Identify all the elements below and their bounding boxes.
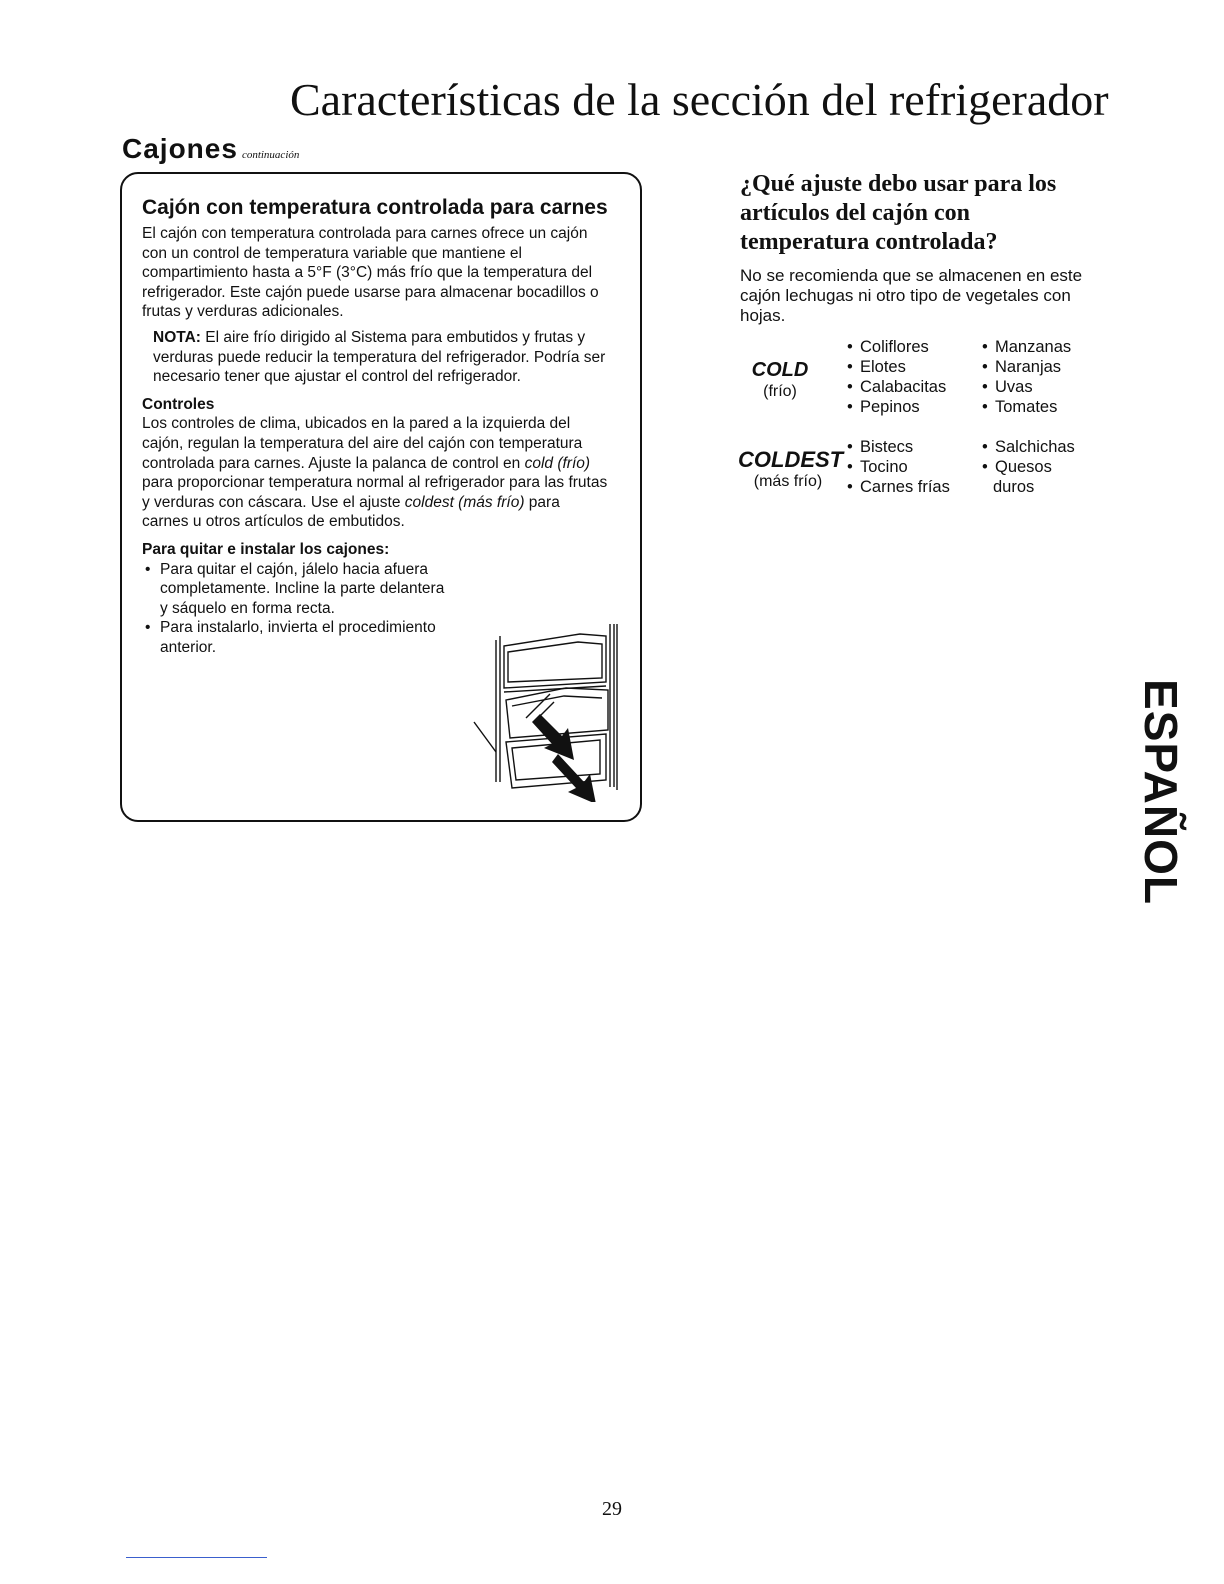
list-item: • Salchichas <box>980 437 1075 457</box>
cold-list-2 <box>980 337 1071 417</box>
controls-text-2: para proporcionar temperatura normal al refrigerador para las frutas y verduras con cáscara. Use el ajuste <box>142 474 608 511</box>
controls-text-3: para carnes u otros artículos de embutidos. <box>142 493 560 531</box>
cold-list-1 <box>845 337 946 417</box>
list-item: • Bistecs <box>845 437 950 457</box>
controls-em-coldest: coldest (más frío) <box>404 493 525 511</box>
list-item: • Coliflores <box>845 337 946 357</box>
cold-label: COLD <box>751 359 809 381</box>
list-item: • Para quitar el cajón, jálelo hacia afuera completamente. Incline la parte delantera y sáquelo en forma recta. <box>142 560 452 619</box>
note-label: NOTA: <box>153 328 201 346</box>
list-item: • Elotes <box>845 357 946 377</box>
list-item: • Quesos <box>980 457 1075 477</box>
coldest-setting-label <box>738 447 844 492</box>
list-item: • Carnes frías <box>845 477 950 497</box>
page-title: Características de la sección del refrigerador <box>290 74 1109 125</box>
controls-paragraph <box>142 414 610 532</box>
note-text: El aire frío dirigido al Sistema para embutidos y frutas y verduras puede reducir la temperatura del refrigerador. Podría ser necesario tener que ajustar el control del refrigerador. <box>153 328 606 386</box>
section-heading <box>122 133 299 165</box>
list-item: • Tocino <box>845 457 950 477</box>
footer-rule <box>126 1557 267 1558</box>
section-continued: continuación <box>241 149 300 161</box>
drawer-removal-illustration <box>470 622 620 802</box>
remove-install-heading: Para quitar e instalar los cajones: <box>142 540 390 558</box>
box-intro: El cajón con temperatura controlada para carnes ofrece un cajón con un control de temperatura variable que mantiene el compartimiento hasta a 5°F (3°C) más frío que la temperatura del refrigerador. Este cajón puede usarse para almacenar bocadillos o frutas y verduras adicionales. <box>142 225 599 321</box>
language-label: ESPAÑOL <box>1135 679 1188 905</box>
controls-text-1: Los controles de clima, ubicados en la pared a la izquierda del cajón, regulan la temperatura del aire del cajón con temperatura controlada para carnes. Ajuste la palanca de control en <box>142 415 583 472</box>
settings-intro: No se recomienda que se almacenen en este cajón lechugas ni otro tipo de vegetales con hojas. <box>740 266 1083 325</box>
list-item: • Calabacitas <box>845 377 946 397</box>
remove-install-list <box>142 560 452 658</box>
list-item: • Uvas <box>980 377 1071 397</box>
language-side-tab <box>1135 672 1188 912</box>
coldest-label: COLDEST <box>738 447 844 472</box>
list-item: • Pepinos <box>845 397 946 417</box>
list-item: • Naranjas <box>980 357 1071 377</box>
section-title: Cajones <box>122 133 238 164</box>
cold-sublabel: (frío) <box>763 383 797 400</box>
settings-heading: ¿Qué ajuste debo usar para los artículos del cajón con temperatura controlada? <box>740 171 1057 255</box>
coldest-list-2 <box>980 437 1075 497</box>
page-number: 29 <box>602 1498 622 1520</box>
note-paragraph <box>153 328 610 387</box>
coldest-list-1 <box>845 437 950 497</box>
coldest-sublabel: (más frío) <box>753 473 823 490</box>
cold-setting-label <box>748 358 812 402</box>
box-title: Cajón con temperatura controlada para carnes <box>142 196 608 219</box>
list-item: • Para instalarlo, invierta el procedimiento anterior. <box>142 618 452 657</box>
info-box-content <box>142 195 610 657</box>
list-item: • Manzanas <box>980 337 1071 357</box>
controls-em-cold: cold (frío) <box>524 454 591 472</box>
controls-heading: Controles <box>142 395 215 413</box>
list-item: duros <box>993 478 1035 496</box>
list-item: • Tomates <box>980 397 1071 417</box>
